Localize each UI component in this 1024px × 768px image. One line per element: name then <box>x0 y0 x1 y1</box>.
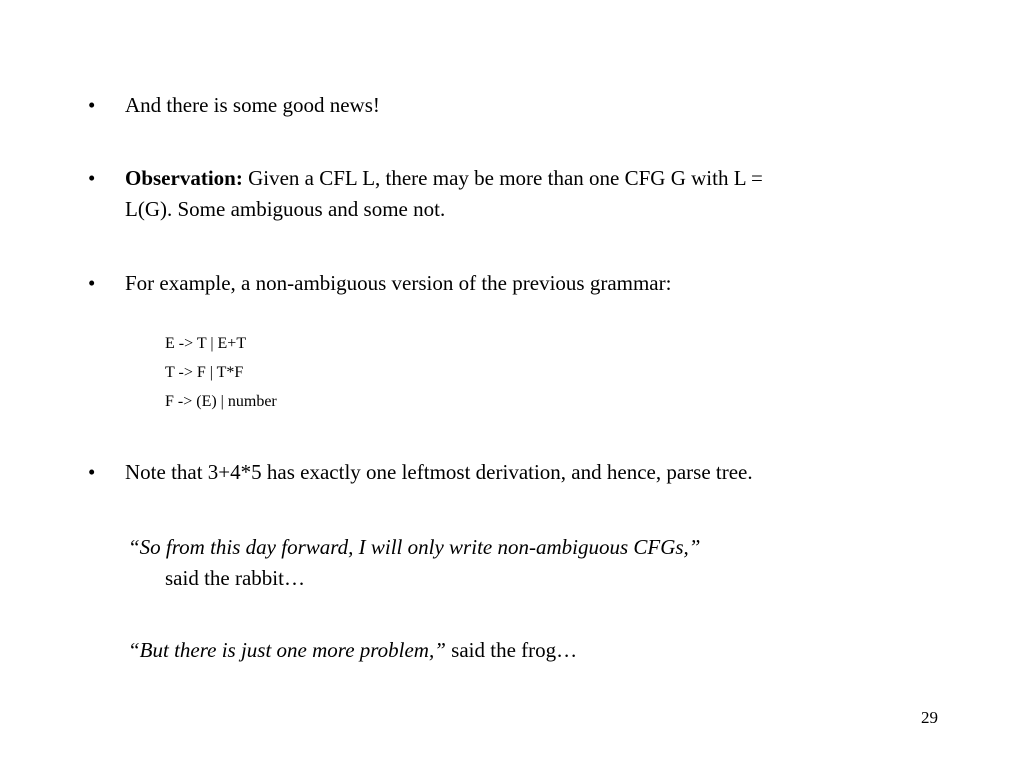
bullet-text: For example, a non-ambiguous version of the previous grammar: <box>125 271 672 295</box>
bullet-text <box>125 163 915 225</box>
grammar-rule-f: F -> (E) | number <box>165 393 277 410</box>
observation-text: Given a CFL L, there may be more than one CFG G with L = <box>242 166 763 190</box>
bullet-text: And there is some good news! <box>125 93 380 117</box>
frog-quote: “But there is just one more problem,” <box>128 638 446 662</box>
bullet-item-example <box>88 268 918 299</box>
grammar-rule-t: T -> F | T*F <box>165 364 244 381</box>
observation-line-2: L(G). Some ambiguous and some not. <box>125 197 446 221</box>
frog-attribution: said the frog… <box>445 638 578 662</box>
grammar-rule-e: E -> T | E+T <box>165 335 247 352</box>
observation-line-1 <box>125 163 915 194</box>
bullet-text: Note that 3+4*5 has exactly one leftmost derivation, and hence, parse tree. <box>125 460 753 484</box>
bullet-marker: • <box>88 271 96 295</box>
observation-label: Observation: <box>125 166 243 190</box>
bullet-item-observation <box>88 163 918 225</box>
page-number: 29 <box>921 708 938 727</box>
bullet-item-good-news <box>88 90 918 121</box>
bullet-marker: • <box>88 460 96 484</box>
frog-quote-line <box>128 635 577 666</box>
bullet-item-note <box>88 457 918 488</box>
rabbit-attribution: said the rabbit… <box>165 566 305 590</box>
bullet-marker: • <box>88 166 96 190</box>
bullet-marker: • <box>88 93 96 117</box>
rabbit-quote: “So from this day forward, I will only write non-ambiguous CFGs,” <box>128 535 701 559</box>
